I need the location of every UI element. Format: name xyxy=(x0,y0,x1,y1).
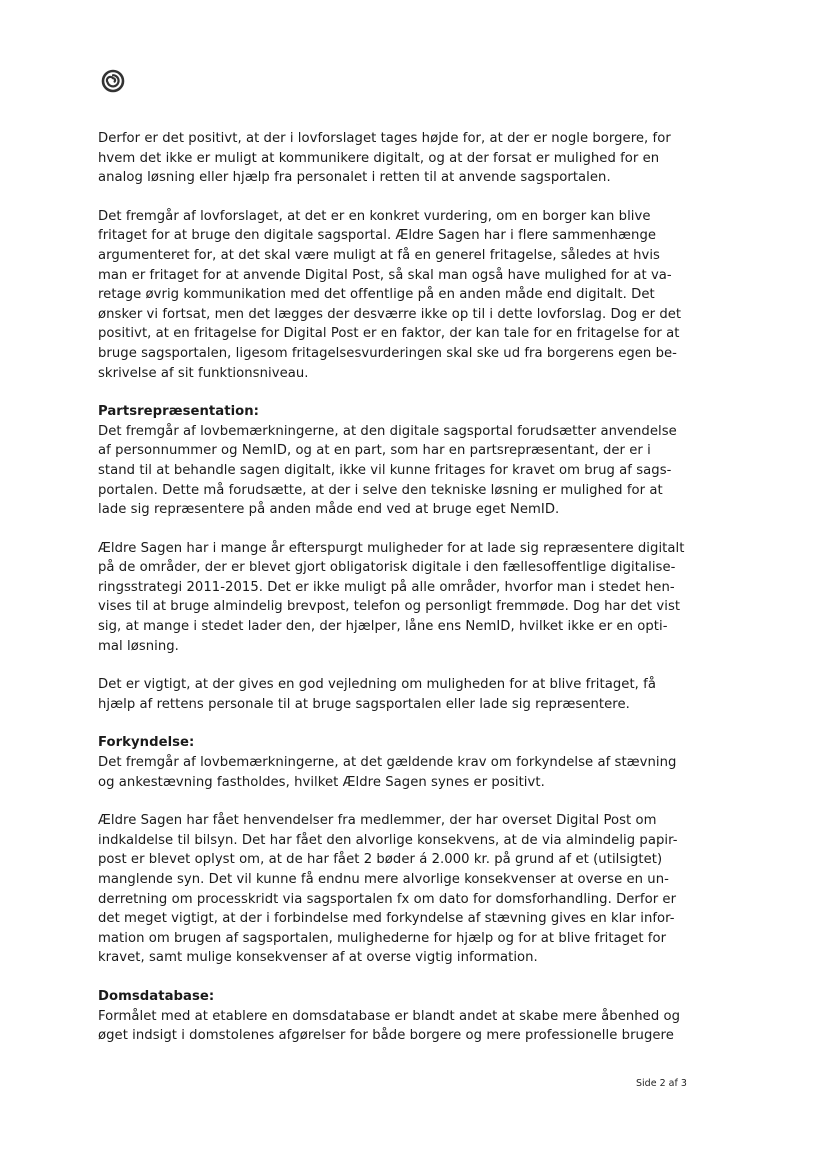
section-heading: Domsdatabase: xyxy=(98,988,215,1004)
paragraph xyxy=(98,1007,698,1046)
paragraph xyxy=(98,422,698,520)
text-line: positivt, at en fritagelse for Digital Post er en faktor, der kan tale for en fritagelse for at xyxy=(98,326,680,342)
text-line: manglende syn. Det vil kunne få endnu mere alvorlige konsekvenser at overse en un- xyxy=(98,872,669,887)
text-line: øget indsigt i domstolenes afgørelser for både borgere og mere professionelle brugere xyxy=(98,1028,674,1044)
text-line: Ældre Sagen har fået henvendelser fra medlemmer, der har overset Digital Post om xyxy=(98,813,657,829)
text-line: bruge sagsportalen, ligesom fritagelsesvurderingen skal ske ud fra borgerens egen be- xyxy=(98,345,677,361)
paragraph xyxy=(98,129,698,188)
text-line: lade sig repræsentere på anden måde end ved at bruge eget NemID. xyxy=(98,502,560,518)
text-line: og ankestævning fastholdes, hvilket Ældre Sagen synes er positivt. xyxy=(98,774,545,790)
document-body xyxy=(98,129,698,1065)
text-line: Formålet med at etablere en domsdatabase er blandt andet at skabe mere åbenhed og xyxy=(98,1008,681,1024)
text-line: portalen. Dette må forudsætte, at der i selve den tekniske løsning er mulighed for at xyxy=(98,482,663,498)
text-line: fritaget for at bruge den digitale sagsportal. Ældre Sagen har i flere sammenhænge xyxy=(98,228,657,244)
text-line: vises til at bruge almindelig brevpost, telefon og personligt fremmøde. Dog har det vist xyxy=(98,599,681,615)
section-heading: Partsrepræsentation: xyxy=(98,404,260,420)
text-line: hjælp af rettens personale til at bruge sagsportalen eller lade sig repræsentere. xyxy=(98,696,630,712)
spiral-logo-icon xyxy=(101,69,125,93)
section xyxy=(98,987,698,1046)
text-line: det meget vigtigt, at der i forbindelse med forkyndelse af stævning gives en klar infor- xyxy=(98,911,675,927)
text-line: stand til at behandle sagen digitalt, ikke vil kunne fritages for kravet om brug af sags- xyxy=(98,462,672,478)
section-heading: Forkyndelse: xyxy=(98,735,195,751)
text-line: kravet, samt mulige konsekvenser af at overse vigtig information. xyxy=(98,950,538,966)
text-line: derretning om processkridt via sagsportalen fx om dato for domsforhandling. Derfor er xyxy=(98,891,677,907)
text-line: skrivelse af sit funktionsniveau. xyxy=(98,365,309,381)
text-line: Derfor er det positivt, at der i lovforslaget tages højde for, at der er nogle borgere, for xyxy=(98,131,671,146)
text-line: ønsker vi fortsat, men det lægges der desværre ikke op til i dette lovforslag. Dog er det xyxy=(98,306,682,322)
text-line: hvem det ikke er muligt at kommunikere digitalt, og at der forsat er mulighed for en xyxy=(98,150,660,166)
text-line: argumenteret for, at det skal være muligt at få en generel fritagelse, således at hvis xyxy=(98,247,660,263)
paragraph xyxy=(98,207,698,383)
paragraph xyxy=(98,753,698,792)
page-number: Side 2 af 3 xyxy=(636,1078,687,1089)
text-line: af personnummer og NemID, og at en part, som har en partsrepræsentant, der er i xyxy=(98,443,651,459)
text-line: Det fremgår af lovforslaget, at det er en konkret vurdering, om en borger kan blive xyxy=(98,208,651,224)
text-line: Det fremgår af lovbemærkningerne, at det gældende krav om forkyndelse af stævning xyxy=(98,755,677,771)
text-line: mal løsning. xyxy=(98,638,179,654)
section xyxy=(98,402,698,714)
text-line: sig, at mange i stedet lader den, der hjælper, låne ens NemID, hvilket ikke er en opti- xyxy=(98,619,668,635)
paragraph xyxy=(98,811,698,968)
text-line: retage øvrig kommunikation med det offentlige på en anden måde end digitalt. Det xyxy=(98,287,655,303)
text-line: analog løsning eller hjælp fra personalet i retten til at anvende sagsportalen. xyxy=(98,170,611,186)
section xyxy=(98,733,698,968)
text-line: man er fritaget for at anvende Digital Post, så skal man også have mulighed for at va- xyxy=(98,267,672,283)
text-line: Det fremgår af lovbemærkningerne, at den digitale sagsportal forudsætter anvendelse xyxy=(98,423,677,439)
text-line: Ældre Sagen har i mange år efterspurgt muligheder for at lade sig repræsentere digitalt xyxy=(98,540,685,556)
paragraph xyxy=(98,539,698,657)
text-line: mation om brugen af sagsportalen, mulighederne for hjælp og for at blive fritaget for xyxy=(98,930,667,946)
text-line: indkaldelse til bilsyn. Det har fået den alvorlige konsekvens, at de via almindelig papir- xyxy=(98,832,678,848)
text-line: ringsstrategi 2011-2015. Det er ikke muligt på alle områder, hvorfor man i stedet hen- xyxy=(98,579,675,595)
text-line: på de områder, der er blevet gjort obligatorisk digitale i den fællesoffentlige digitalise- xyxy=(98,560,676,576)
text-line: Det er vigtigt, at der gives en god vejledning om muligheden for at blive fritaget, få xyxy=(98,677,656,693)
paragraph xyxy=(98,675,698,714)
text-line: post er blevet oplyst om, at de har fået 2 bøder á 2.000 kr. på grund af et (utilsigtet) xyxy=(98,852,663,868)
